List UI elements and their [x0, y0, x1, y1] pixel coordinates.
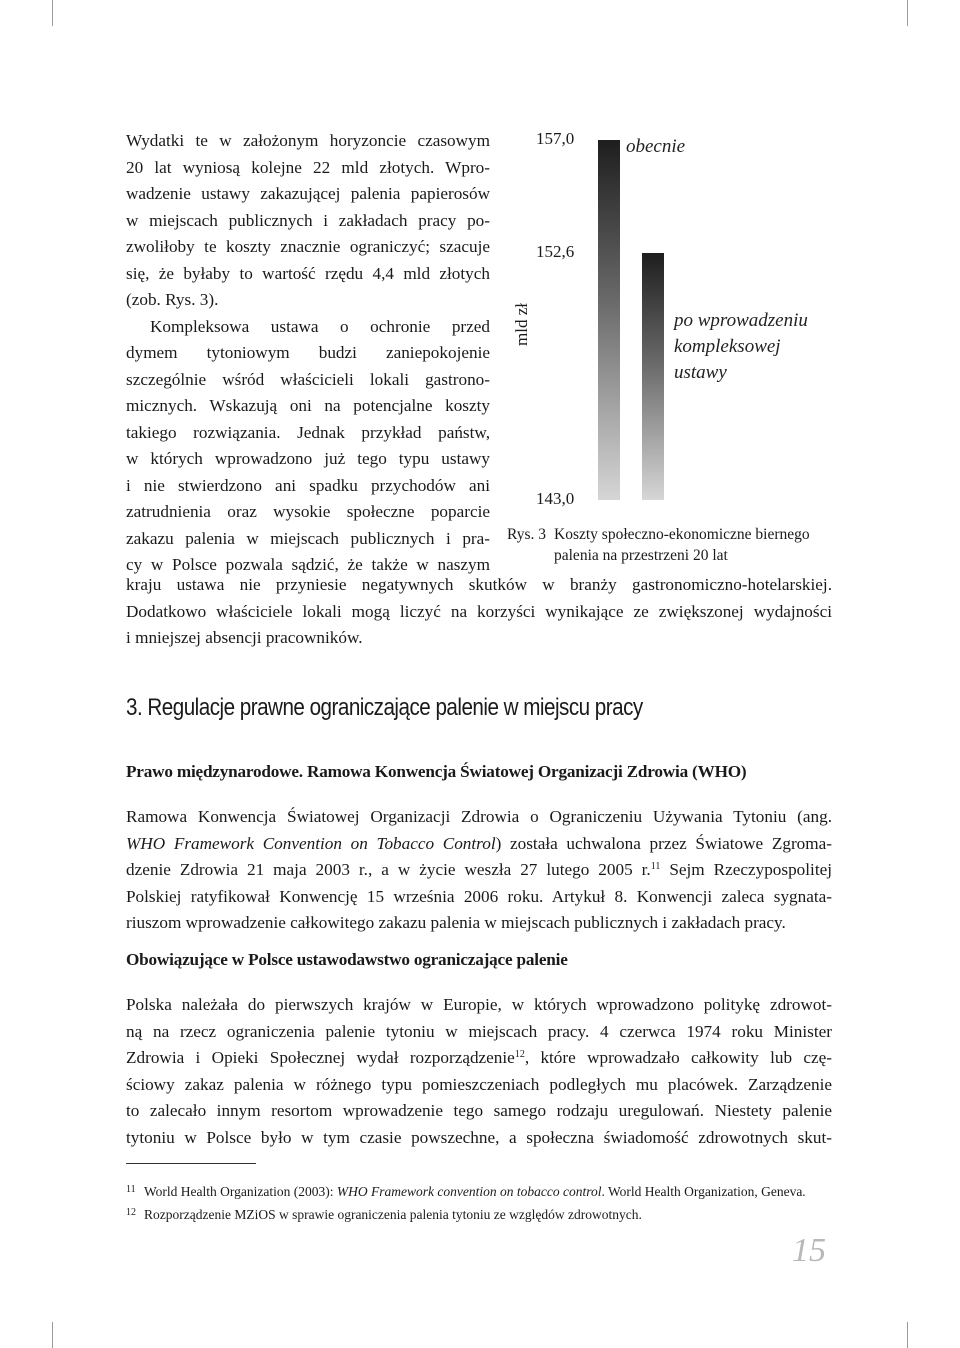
text-line: w których wprowadzono już tego typu ustawy — [126, 449, 490, 468]
text-span: Zdrowia i Opieki Społecznej wydał rozporządzenie — [126, 1048, 515, 1067]
text-line: riuszom wprowadzenie całkowitego zakazu palenia w miejscach publicznych i zakładach pracy. — [126, 913, 786, 932]
footnote-text: . World Health Organization, Geneva. — [601, 1184, 806, 1199]
text-line: 20 lat wyniosą kolejne 22 mld złotych. Wpro- — [126, 157, 490, 177]
text-span: , które wprowadzało całkowity lub czę- — [524, 1048, 833, 1067]
text-line: kraju ustawa nie przyniesie negatywnych skutków w branży gastronomiczno-hotelarskiej. — [126, 575, 832, 594]
crop-mark — [907, 0, 908, 26]
footnote-12 — [126, 1204, 642, 1224]
text-line: (zob. Rys. 3). — [126, 290, 219, 309]
text-line: szczególnie wśród właścicieli lokali gastrono- — [126, 369, 490, 389]
text-line: micznych. Wskazują oni na potencjalne koszty — [126, 396, 490, 415]
tick-label: 157,0 — [536, 129, 575, 148]
text-span: dzenie Zdrowia 21 maja 2003 r., a w życie weszła 27 lutego 2005 r. — [126, 860, 651, 879]
caption-line: Koszty społeczno-ekonomiczne biernego — [554, 526, 810, 543]
text-line: to zalecało innym resortom wprowadzenie tego samego rodzaju uregulowań. Niestety palenie — [126, 1101, 832, 1120]
bar-label-line: kompleksowej — [674, 336, 781, 357]
italic-title: WHO Framework Convention on Tobacco Control — [126, 833, 496, 853]
footnote-italic: WHO Framework convention on tobacco control — [336, 1184, 602, 1199]
caption-line: palenia na przestrzeni 20 lat — [554, 547, 728, 564]
crop-mark — [52, 1322, 53, 1348]
footnote-number: 12 — [126, 1207, 136, 1218]
section-heading: 3. Regulacje prawne ograniczające palenie w miejscu pracy — [126, 694, 643, 721]
text-line: wadzenie ustawy zakazującej palenia papierosów — [126, 184, 490, 203]
subheading-international-law: Prawo międzynarodowe. Ramowa Konwencja Światowej Organizacji Zdrowia (WHO) — [126, 762, 747, 781]
crop-mark — [52, 0, 53, 26]
text-line: Kompleksowa ustawa o ochronie przed — [150, 316, 490, 336]
text-line — [126, 831, 832, 858]
tick-label: 143,0 — [536, 489, 575, 508]
intro-paragraph — [126, 128, 490, 579]
text-line — [126, 857, 832, 884]
text-span: Sejm Rzeczypospolitej — [660, 860, 833, 879]
text-line: Wydatki te w założonym horyzoncie czasowym — [126, 131, 490, 150]
text-line: zakazu palenia w miejscach publicznych i pra- — [126, 528, 490, 548]
y-axis-label: mld zł — [512, 303, 531, 346]
tick-label: 152,6 — [536, 242, 575, 262]
text-line: w miejscach publicznych i zakładach pracy po- — [126, 210, 490, 230]
text-line: dymem tytoniowym budzi zaniepokojenie — [126, 343, 490, 362]
figure-number: Rys. 3 — [507, 526, 546, 543]
footnote-rule — [126, 1163, 256, 1164]
footnote-text: Rozporządzenie MZiOS w sprawie ograniczenia palenia tytoniu ze względów zdrowotnych. — [144, 1207, 642, 1222]
cost-chart — [500, 128, 840, 568]
bar-label — [674, 308, 808, 386]
text-line: tytoniu w Polsce było w tym czasie powszechne, a społeczna świadomość zdrowotnych skut- — [126, 1127, 832, 1147]
subheading-polish-law: Obowiązujące w Polsce ustawodawstwo ograniczające palenie — [126, 950, 568, 969]
footnote-number: 11 — [126, 1184, 136, 1195]
footnote-11 — [126, 1181, 806, 1201]
footnote-text: World Health Organization (2003): — [144, 1184, 337, 1199]
bar-label-line: ustawy — [674, 362, 727, 383]
text-line: się, że byłaby to wartość rzędu 4,4 mld złotych — [126, 263, 490, 283]
text-line: cy w Polsce pozwala sądzić, że także w naszym — [126, 555, 490, 574]
text-line: ściowy zakaz palenia w różnego typu pomieszczeniach podległych mu placówek. Zarządzenie — [126, 1074, 832, 1094]
text-line — [126, 1045, 832, 1072]
text-line: zwoliłoby te koszty znacznie ograniczyć; szacuje — [126, 237, 490, 256]
text-span: ) została uchwalona przez Światowe Zgroma- — [495, 833, 832, 853]
text-line: ną na rzecz ograniczenia palenie tytoniu w miejscach pracy. 4 czerwca 1974 roku Minister — [126, 1021, 832, 1041]
text-line: Dodatkowo właściciele lokali mogą liczyć na korzyści wynikające ze zwiększonej wydajności — [126, 601, 832, 621]
bar-label: obecnie — [626, 136, 686, 157]
text-line: i mniejszej absencji pracowników. — [126, 628, 363, 647]
bar-po-wprowadzeniu — [642, 253, 664, 500]
text-line: Polskiej ratyfikował Konwencję 15 września 2006 roku. Artykuł 8. Konwencji zaleca sygnata- — [126, 886, 832, 906]
bar-label-line: po wprowadzeniu — [674, 310, 808, 331]
polish-law-paragraph — [126, 992, 832, 1151]
crop-mark — [907, 1322, 908, 1348]
intro-text — [126, 128, 490, 579]
text-line: Polska należała do pierwszych krajów w Europie, w których wprowadzono politykę zdrowot- — [126, 995, 832, 1014]
page-number: 15 — [792, 1232, 826, 1269]
footnote-ref: 11 — [650, 861, 661, 872]
footnote-ref: 12 — [514, 1049, 525, 1060]
text-line: i nie stwierdzono ani spadku przychodów ani — [126, 475, 490, 495]
text-line: Ramowa Konwencja Światowej Organizacji Zdrowia o Ograniczeniu Używania Tytoniu (ang. — [126, 807, 832, 826]
continuation-paragraph — [126, 572, 832, 652]
text-line: zatrudnienia oraz wysokie społeczne poparcie — [126, 502, 490, 521]
bar-obecnie — [598, 140, 620, 500]
who-paragraph — [126, 804, 832, 937]
text-line: takiego rozwiązania. Jednak przykład państw, — [126, 422, 490, 442]
